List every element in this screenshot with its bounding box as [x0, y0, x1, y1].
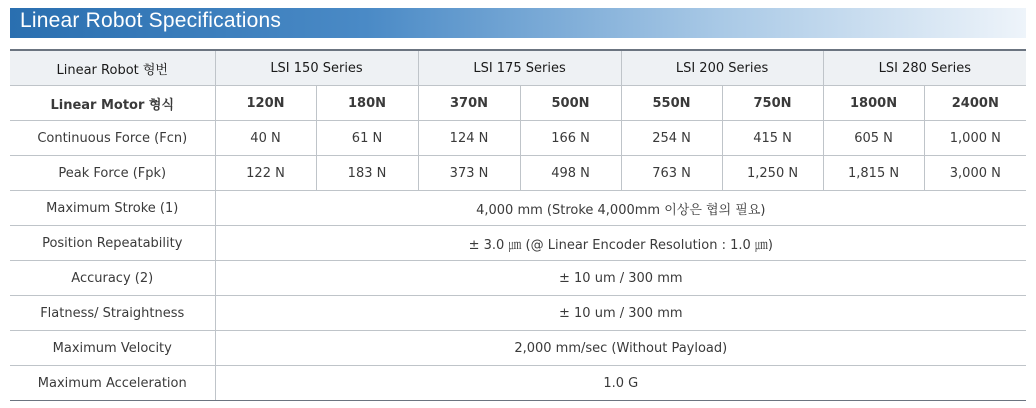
value-cell: 605 N [823, 121, 924, 156]
motor-cell: 500N [520, 86, 621, 121]
table-row [10, 121, 1026, 156]
value-cell: 373 N [418, 156, 520, 191]
table-row [10, 261, 1026, 296]
series-lsi-175: LSI 175 Series [418, 50, 621, 86]
header-row-motor [10, 86, 1026, 121]
table-row [10, 296, 1026, 331]
row-label: Accuracy (2) [10, 261, 215, 296]
motor-cell: 550N [621, 86, 722, 121]
motor-cell: 2400N [924, 86, 1026, 121]
row-label: Maximum Velocity [10, 331, 215, 366]
span-value-cell: 2,000 mm/sec (Without Payload) [215, 331, 1026, 366]
section-title-bar [10, 8, 1026, 38]
value-cell: 40 N [215, 121, 316, 156]
value-cell: 166 N [520, 121, 621, 156]
spec-table [10, 49, 1026, 401]
table-row [10, 366, 1026, 401]
span-value-cell: 1.0 G [215, 366, 1026, 401]
row-label: Maximum Stroke (1) [10, 191, 215, 226]
row-label: Flatness/ Straightness [10, 296, 215, 331]
table-row [10, 191, 1026, 226]
span-value-cell: ± 10 um / 300 mm [215, 261, 1026, 296]
value-cell: 1,815 N [823, 156, 924, 191]
motor-cell: 180N [316, 86, 418, 121]
value-cell: 3,000 N [924, 156, 1026, 191]
motor-cell: 370N [418, 86, 520, 121]
motor-cell: 1800N [823, 86, 924, 121]
value-cell: 124 N [418, 121, 520, 156]
table-row [10, 156, 1026, 191]
span-value-cell: ± 3.0 ㎛ (@ Linear Encoder Resolution : 1.0 ㎛) [215, 226, 1026, 261]
header-row-series [10, 50, 1026, 86]
row-label: Peak Force (Fpk) [10, 156, 215, 191]
value-cell: 1,000 N [924, 121, 1026, 156]
value-cell: 498 N [520, 156, 621, 191]
motor-cell: 750N [722, 86, 823, 121]
motor-cell: 120N [215, 86, 316, 121]
span-value-cell: 4,000 mm (Stroke 4,000mm 이상은 협의 필요) [215, 191, 1026, 226]
header-label-robot: Linear Robot 형번 [10, 50, 215, 86]
table-row [10, 226, 1026, 261]
value-cell: 763 N [621, 156, 722, 191]
series-lsi-280: LSI 280 Series [823, 50, 1026, 86]
value-cell: 61 N [316, 121, 418, 156]
span-value-cell: ± 10 um / 300 mm [215, 296, 1026, 331]
row-label: Continuous Force (Fcn) [10, 121, 215, 156]
value-cell: 415 N [722, 121, 823, 156]
value-cell: 183 N [316, 156, 418, 191]
value-cell: 122 N [215, 156, 316, 191]
value-cell: 1,250 N [722, 156, 823, 191]
table-row [10, 331, 1026, 366]
header-label-motor: Linear Motor 형식 [10, 86, 215, 121]
value-cell: 254 N [621, 121, 722, 156]
row-label: Position Repeatability [10, 226, 215, 261]
row-label: Maximum Acceleration [10, 366, 215, 401]
page-title: Linear Robot Specifications [20, 9, 282, 32]
series-lsi-200: LSI 200 Series [621, 50, 823, 86]
series-lsi-150: LSI 150 Series [215, 50, 418, 86]
